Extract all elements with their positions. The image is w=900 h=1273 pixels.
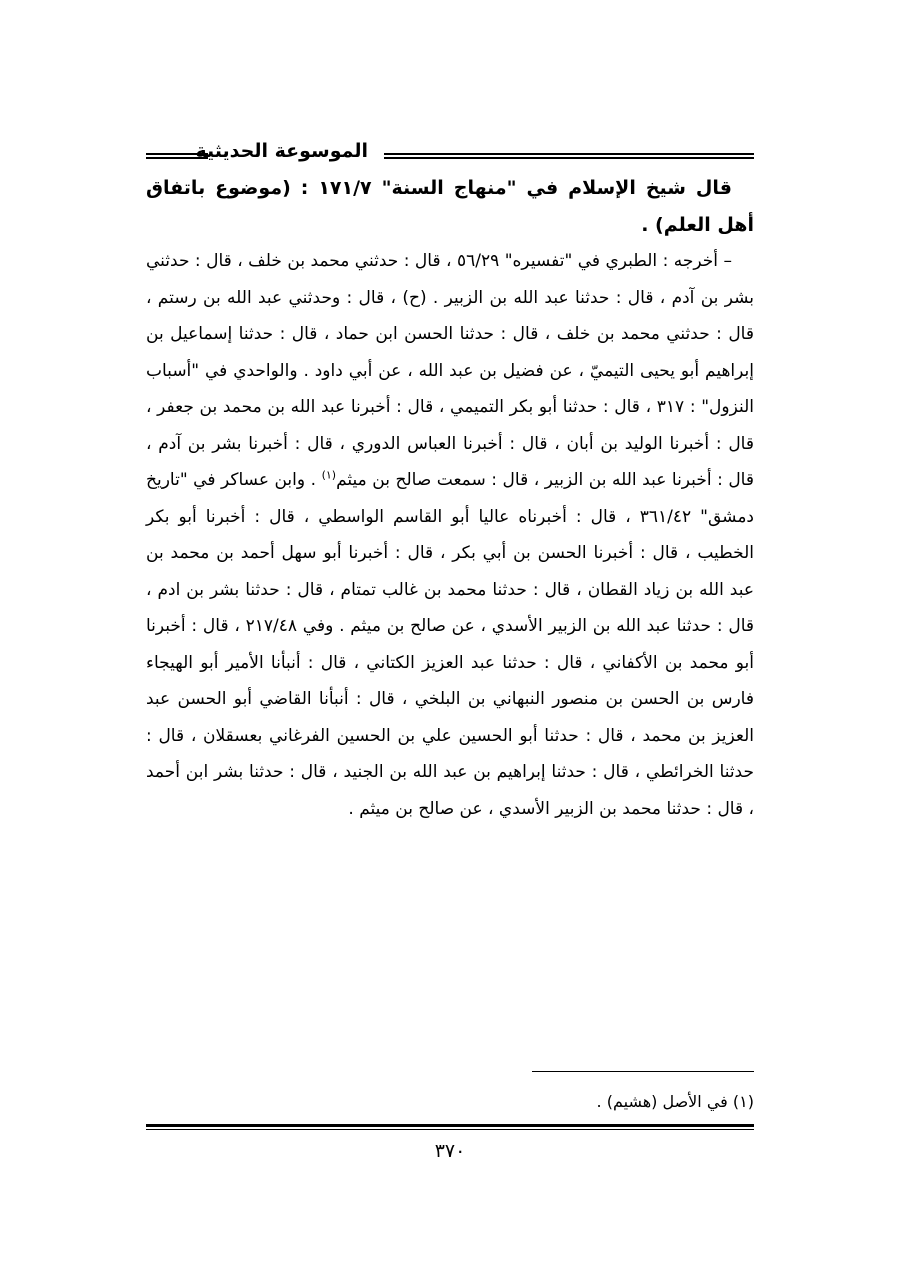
- header-title: الموسوعة الحديثية: [195, 140, 368, 162]
- footnote-reference: (١): [321, 468, 337, 482]
- lead-paragraph: قال شيخ الإسلام في "منهاج السنة" ١٧١/٧ : (موضوع باتفاق أهل العلم) .: [146, 177, 754, 236]
- takhrij-text-part-2: . وابن عساكر في "تاريخ دمشق" ٣٦١/٤٢ ، قال : أخبرناه عاليا أبو القاسم الواسطي ، قال : أخبرنا أبو بكر الخطيب ، قال : أخبرنا الحسن بن أبي بكر ، قال : أخبرنا أبو سهل أحمد بن محمد بن عبد الله بن زياد القطان ، قال : حدثنا محمد بن غالب تمتام ، قال : حدثنا بشر بن ادم ، قال : حدثنا عبد الله بن الزبير الأسدي ، عن صالح بن ميثم . وفي ٢١٧/٤٨ ، قال : أخبرنا أبو محمد بن الأكفاني ، قال : حدثنا عبد العزيز الكتاني ، قال : أنبأنا الأمير أبو الهيجاء فارس بن الحسن بن منصور النبهاني بن البلخي ، قال : أنبأنا القاضي أبو الحسن عبد العزيز بن محمد ، قال : حدثنا أبو الحسين علي بن الحسين الفرغاني بعسقلان ، قال : حدثنا الخرائطي ، قال : حدثنا إبراهيم بن عبد الله بن الجنيد ، قال : حدثنا بشر ابن أحمد ، قال : حدثنا محمد بن الزبير الأسدي ، عن صالح بن ميثم .: [146, 470, 755, 819]
- header-rule-right: [384, 153, 754, 159]
- footnote-separator: [532, 1071, 754, 1072]
- takhrij-text-part-1: – أخرجه : الطبري في "تفسيره" ٥٦/٢٩ ، قال : حدثني محمد بن خلف ، قال : حدثني بشر بن آدم ، قال : حدثنا عبد الله بن الزبير . (ح) ، قال : وحدثني عبد الله بن رستم ، قال : حدثني محمد بن خلف ، قال : حدثنا الحسن ابن حماد ، قال : حدثنا إسماعيل بن إبراهيم أبو يحيى التيميّ ، عن فضيل بن عبد الله ، عن أبي داود . والواحدي في "أسباب النزول" : ٣١٧ ، قال : حدثنا أبو بكر التميمي ، قال : أخبرنا عبد الله بن محمد بن جعفر ، قال : أخبرنا الوليد بن أبان ، قال : أخبرنا العباس الدوري ، قال : أخبرنا بشر بن آدم ، قال : أخبرنا عبد الله بن الزبير ، قال : سمعت صالح بن ميثم: [146, 251, 755, 490]
- page-number: ٣٧٠: [434, 1140, 466, 1162]
- footnote: (١) في الأصل (هشيم) .: [596, 1092, 754, 1111]
- takhrij-paragraph: [146, 243, 754, 827]
- main-text: [146, 170, 754, 827]
- bottom-rule: [146, 1124, 754, 1130]
- running-header: [146, 140, 754, 170]
- header-rule-left: [146, 153, 208, 159]
